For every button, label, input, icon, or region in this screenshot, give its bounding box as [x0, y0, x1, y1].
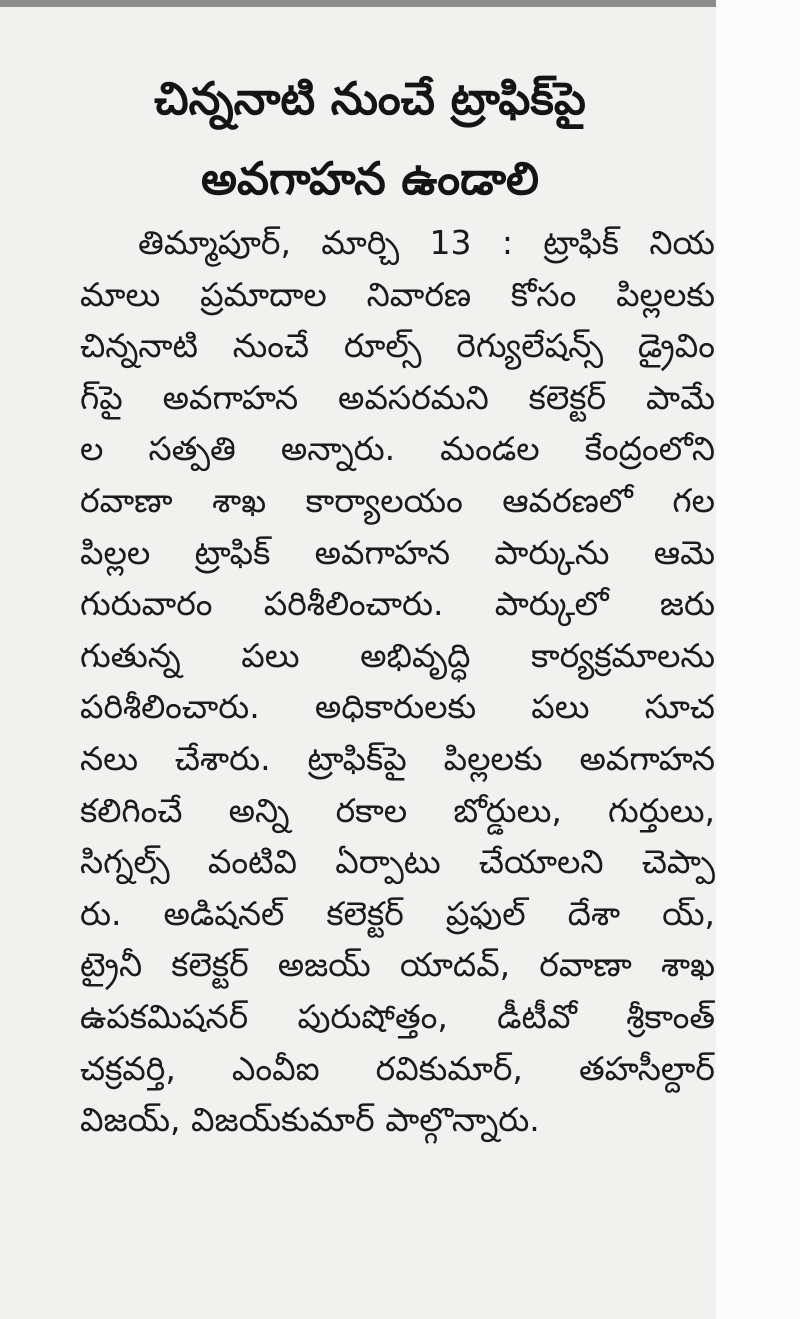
article-body [80, 217, 715, 1146]
body-line: తిమ్మాపూర్, మార్చి 13 : ట్రాఫిక్ నియ [138, 223, 715, 262]
body-line: పిల్లల ట్రాఫిక్ అవగాహన పార్కును ఆమె [80, 532, 715, 572]
body-line: రు. అడిషనల్ కలెక్టర్ ప్రఫుల్ దేశా య్, [80, 893, 715, 933]
body-line: చక్రవర్తి, ఎంవీఐ రవికుమార్, తహసీల్దార్ [80, 1048, 715, 1088]
headline-line: చిన్ననాటి నుంచే ట్రాఫిక్‌పై [154, 72, 586, 125]
body-line: ట్రైనీ కలెక్టర్ అజయ్ యాదవ్, రవాణా శాఖ [80, 945, 715, 985]
body-line: సిగ్నల్స్ వంటివి ఏర్పాటు చేయాలని చెప్పా [80, 842, 715, 882]
body-line: కలిగించే అన్ని రకాల బోర్డులు, గుర్తులు, [80, 790, 715, 830]
top-border-rule [0, 0, 716, 7]
article-headline [60, 59, 680, 219]
body-line: రవాణా శాఖ కార్యాలయం ఆవరణలో గల [80, 480, 715, 520]
headline-line: అవగాహన ఉండాలి [200, 152, 539, 205]
body-line: విజయ్, విజయ్‌కుమార్ పాల్గొన్నారు. [80, 1100, 540, 1140]
body-line: ఉపకమిషనర్ పురుషోత్తం, డీటీవో శ్రీకాంత్ [80, 996, 715, 1036]
body-line: చిన్ననాటి నుంచే రూల్స్ రెగ్యులేషన్స్ డ్రైవిం [80, 326, 715, 366]
body-line: మాలు ప్రమాదాల నివారణ కోసం పిల్లలకు [80, 274, 715, 314]
body-line: ల సత్పతి అన్నారు. మండల కేంద్రంలోని [80, 429, 715, 469]
body-line: పరిశీలించారు. అధికారులకు పలు సూచ [80, 687, 715, 727]
page-right-margin [716, 0, 800, 1319]
body-line: గురువారం పరిశీలించారు. పార్కులో జరు [80, 584, 715, 624]
newspaper-clipping [0, 7, 716, 1319]
body-line: గ్‌పై అవగాహన అవసరమని కలెక్టర్ పామే [80, 377, 715, 417]
body-line: నలు చేశారు. ట్రాఫిక్‌పై పిల్లలకు అవగాహన [80, 738, 715, 778]
body-line: గుతున్న పలు అభివృద్ధి కార్యక్రమాలను [80, 635, 715, 675]
